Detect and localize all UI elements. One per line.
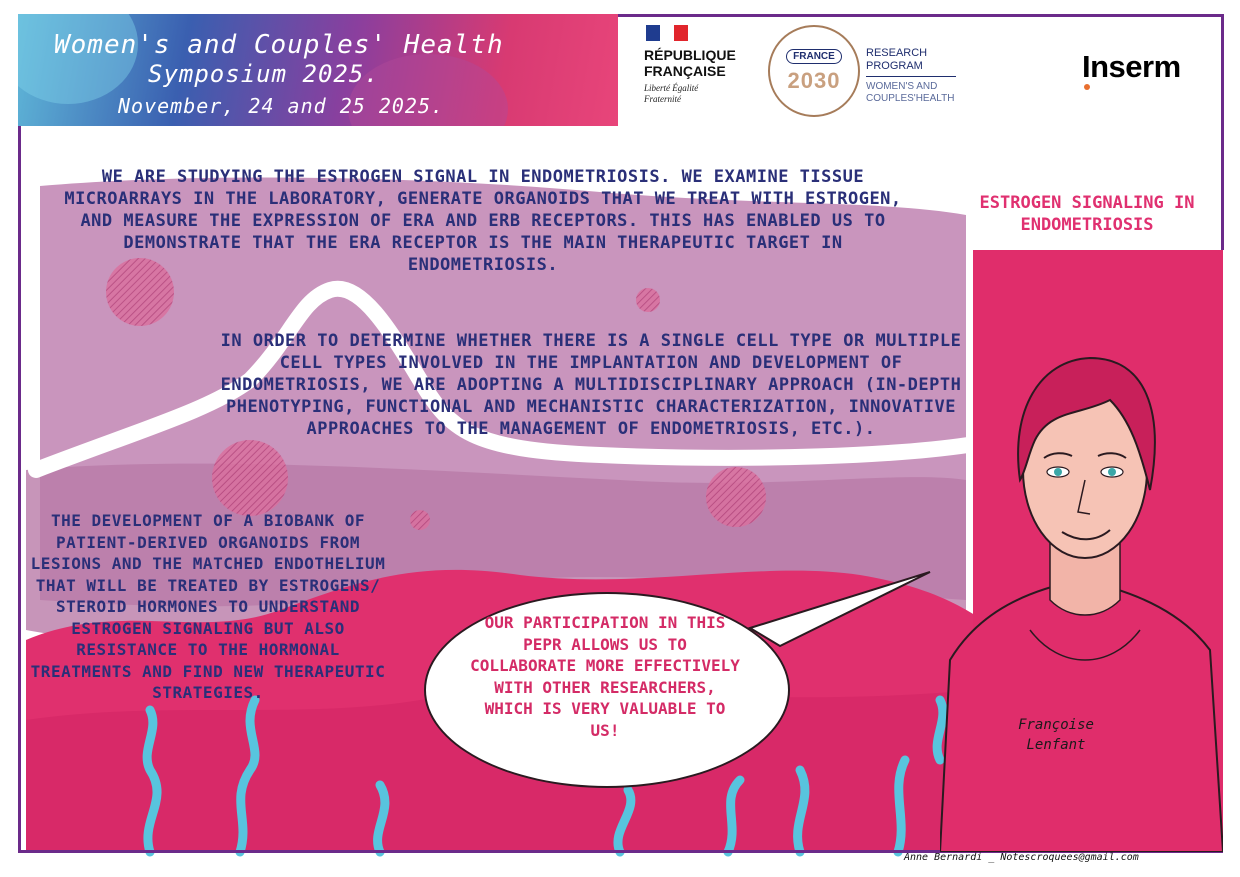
research-program-title: RESEARCH PROGRAM <box>866 47 928 72</box>
france-2030-label: FRANCE <box>786 49 842 64</box>
researcher-portrait <box>940 340 1223 852</box>
speech-bubble-text: OUR PARTICIPATION IN THIS PEPR ALLOWS US TO COLLABORATE MORE EFFECTIVELY WITH OTHER RESEARCHERS, WHICH IS VERY VALUABLE TO US! <box>470 613 740 740</box>
banner-title: Women's and Couples' Health <box>54 30 504 60</box>
paragraph-biobank: THE DEVELOPMENT OF A BIOBANK OF PATIENT-DERIVED ORGANOIDS FROM LESIONS AND THE MATCHED ENDOTHELIUM THAT WILL BE TREATED BY ESTROGENS/ STEROID HORMONES TO UNDERSTAND ESTROGEN SIGNALING BUT ALSO RESISTANCE TO THE HORMONAL TREATMENTS AND FIND NEW THERAPEUTIC STRATEGIES. <box>30 511 386 702</box>
bubble-tail <box>740 568 940 648</box>
republique-francaise-logo: RÉPUBLIQUE FRANÇAISE <box>644 47 736 79</box>
banner-dates: November, 24 and 25 2025. <box>118 94 445 118</box>
france-2030-year: 2030 <box>787 67 841 93</box>
paragraph-cell-types: IN ORDER TO DETERMINE WHETHER THERE IS A SINGLE CELL TYPE OR MULTIPLE CELL TYPES INVOLVED IN THE IMPLANTATION AND DEVELOPMENT OF ENDOMETRIOSIS, WE ARE ADOPTING A MULTIDISCIPLINARY APPROACH (IN-DEPTH PHENOTYPING, FUNCTIONAL AND MECHANISTIC CHARACTERIZATION, INNOVATIVE APPROACHES TO THE MANAGEMENT OF ENDOMETRIOSIS, ETC.). <box>220 331 962 439</box>
artist-credit: Anne Bernardi _ Notescroquees@gmail.com <box>904 852 1139 863</box>
hatched-cell <box>212 440 288 516</box>
banner-subtitle: Symposium 2025. <box>148 60 380 88</box>
logo-bar <box>622 17 1222 125</box>
research-program-rule <box>866 76 956 77</box>
research-program-subtitle: WOMEN'S AND COUPLES'HEALTH <box>866 81 955 104</box>
hatched-cell <box>706 467 766 527</box>
topic-title: ESTROGEN SIGNALING IN ENDOMETRIOSIS <box>979 193 1195 235</box>
frame-left <box>18 14 21 853</box>
inserm-dot-icon <box>1084 84 1090 90</box>
french-flag-icon <box>646 25 688 41</box>
hatched-cell <box>410 510 430 530</box>
hatched-cell <box>636 288 660 312</box>
paragraph-estrogen-signal: WE ARE STUDYING THE ESTROGEN SIGNAL IN ENDOMETRIOSIS. WE EXAMINE TISSUE MICROARRAYS IN THE LABORATORY, GENERATE ORGANOIDS THAT WE TREAT WITH ESTROGEN, AND MEASURE THE EXPRESSION OF ERA AND ERB RECEPTORS. THIS HAS ENABLED US TO DEMONSTRATE THAT THE ERA RECEPTOR IS THE MAIN THERAPEUTIC TARGET IN ENDOMETRIOSIS. <box>64 167 902 275</box>
republique-motto: Liberté Égalité Fraternité <box>644 83 699 104</box>
france-2030-logo <box>768 25 860 117</box>
researcher-name: Françoise Lenfant <box>1018 717 1094 753</box>
symposium-banner <box>18 14 618 126</box>
inserm-logo: Inserm <box>1082 49 1181 84</box>
